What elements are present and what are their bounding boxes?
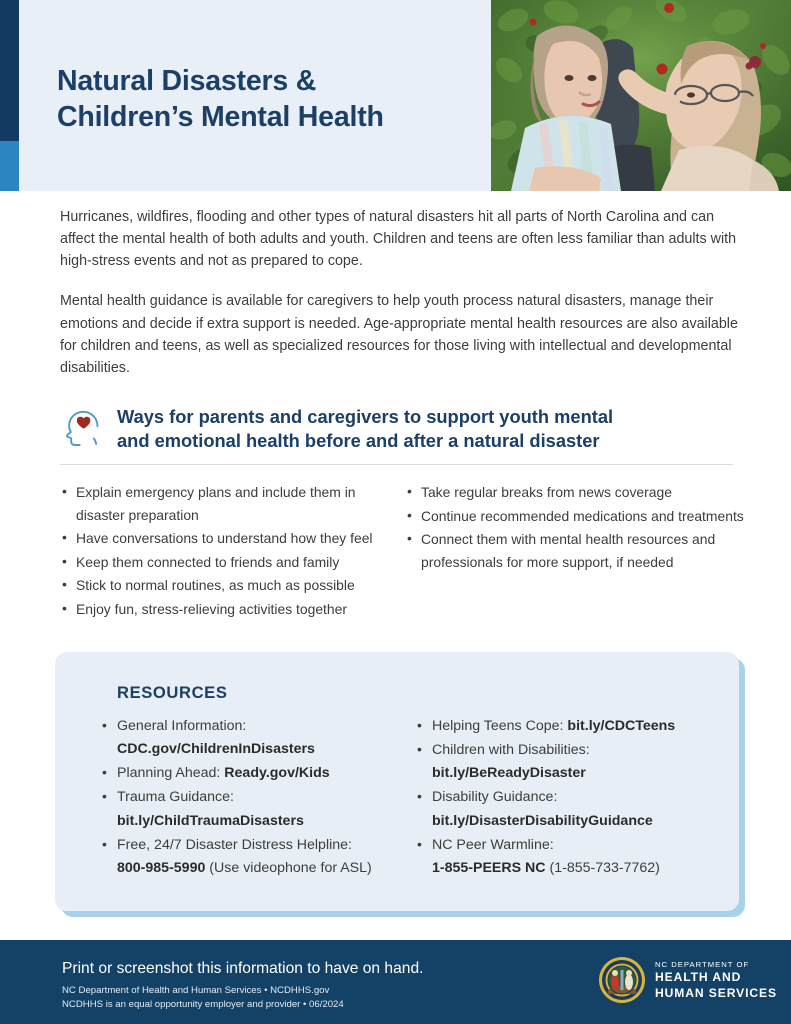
resource-label: Trauma Guidance: — [117, 789, 234, 806]
head-with-heart-icon — [60, 404, 108, 452]
resources-title: RESOURCES — [117, 683, 228, 702]
tips-list-right — [405, 481, 750, 573]
list-item: • Enjoy fun, stress-relieving activities together — [60, 598, 405, 621]
resource-value[interactable]: bit.ly/CDCTeens — [567, 718, 676, 734]
resource-label: NC Peer Warmline: — [432, 836, 554, 853]
header-photo — [491, 0, 791, 191]
page-title-line-1: Natural Disasters & — [57, 65, 317, 97]
tips-column-right — [405, 481, 750, 621]
intro-paragraph-1: Hurricanes, wildfires, flooding and other types of natural disasters hit all parts of North Carolina and can affect the mental health of both adults and youth. Children and teens are often less familiar than adults with high-stress events and not as prepared to cope. — [60, 209, 737, 270]
resource-value[interactable]: CDC.gov/ChildrenInDisasters — [117, 741, 315, 758]
list-item: • Explain emergency plans and include them in disaster preparation — [60, 481, 405, 526]
list-item: • Continue recommended medications and treatments — [405, 505, 750, 528]
list-item — [100, 715, 415, 761]
footer-subtext-line-2: NCDHHS is an equal opportunity employer and provider • 06/2024 — [62, 998, 344, 1010]
resource-label: Free, 24/7 Disaster Distress Helpline: — [117, 836, 352, 853]
page-footer — [0, 940, 791, 1024]
resource-label: Children with Disabilities: — [432, 742, 590, 759]
list-item: • Keep them connected to friends and family — [60, 551, 405, 574]
list-item: • Connect them with mental health resources and professionals for more support, if needed — [405, 528, 750, 573]
tips-list-left — [60, 481, 405, 620]
agency-logo-text — [655, 960, 777, 1000]
footer-subtext — [62, 984, 344, 1011]
intro-paragraph-2: Mental health guidance is available for caregivers to help youth process natural disasters, manage their emotions and decide if extra support is needed. Age-appropriate mental health resources are also available for children and teens, as well as specialized resources for those living with intellectual and developmental disabilities. — [60, 293, 738, 376]
section-divider — [60, 464, 733, 465]
resource-value[interactable]: bit.ly/BeReadyDisaster — [432, 765, 586, 782]
resources-column-left — [100, 715, 415, 881]
tips-section — [60, 481, 750, 621]
page-title-line-2: Children’s Mental Health — [57, 100, 384, 133]
resource-value[interactable]: Ready.gov/Kids — [224, 765, 330, 782]
list-item: • Have conversations to understand how they feel — [60, 527, 405, 550]
resource-value[interactable]: bit.ly/DisasterDisabilityGuidance — [432, 812, 653, 829]
section-heading — [60, 402, 740, 454]
agency-logo-line-1: NC DEPARTMENT OF — [655, 960, 750, 970]
agency-logo-line-2: HEALTH AND — [655, 970, 742, 985]
resource-label: General Information: — [117, 718, 247, 734]
accent-bar-dark — [0, 0, 19, 141]
section-heading-line-1: Ways for parents and caregivers to support youth mental — [117, 406, 614, 427]
page-header — [0, 0, 791, 191]
nc-state-seal-icon — [598, 956, 646, 1004]
list-item — [100, 762, 415, 785]
list-item — [100, 834, 415, 880]
list-item — [415, 715, 730, 738]
list-item — [100, 786, 415, 832]
list-item — [415, 834, 730, 880]
resources-columns — [100, 715, 730, 881]
accent-bar-light — [0, 141, 19, 191]
resource-value[interactable]: 800-985-5990 — [117, 859, 206, 876]
resources-column-right — [415, 715, 730, 881]
list-item: • Take regular breaks from news coverage — [405, 481, 750, 504]
tips-column-left — [60, 481, 405, 621]
page-title — [57, 64, 477, 136]
footer-headline: Print or screenshot this information to have on hand. — [62, 960, 424, 977]
resources-card — [55, 652, 739, 911]
resource-suffix: (Use videophone for ASL) — [205, 859, 372, 876]
section-heading-text — [117, 402, 613, 454]
resource-label: Planning Ahead: — [117, 765, 221, 782]
agency-logo — [598, 956, 777, 1004]
intro-text-block — [60, 206, 742, 379]
resource-label: Helping Teens Cope: — [432, 718, 564, 734]
agency-logo-line-3: HUMAN SERVICES — [655, 985, 777, 1000]
footer-subtext-line-1: NC Department of Health and Human Services • NCDHHS.gov — [62, 985, 330, 996]
list-item — [415, 786, 730, 832]
resource-suffix: (1-855-733-7762) — [545, 859, 660, 876]
resource-value[interactable]: bit.ly/ChildTraumaDisasters — [117, 812, 304, 829]
list-item — [415, 739, 730, 785]
resource-label: Disability Guidance: — [432, 789, 558, 806]
resource-value[interactable]: 1-855-PEERS NC — [432, 859, 546, 876]
list-item: • Stick to normal routines, as much as possible — [60, 574, 405, 597]
resources-list-right — [415, 715, 730, 880]
section-heading-line-2: and emotional health before and after a natural disaster — [117, 430, 600, 452]
resources-list-left — [100, 715, 415, 880]
